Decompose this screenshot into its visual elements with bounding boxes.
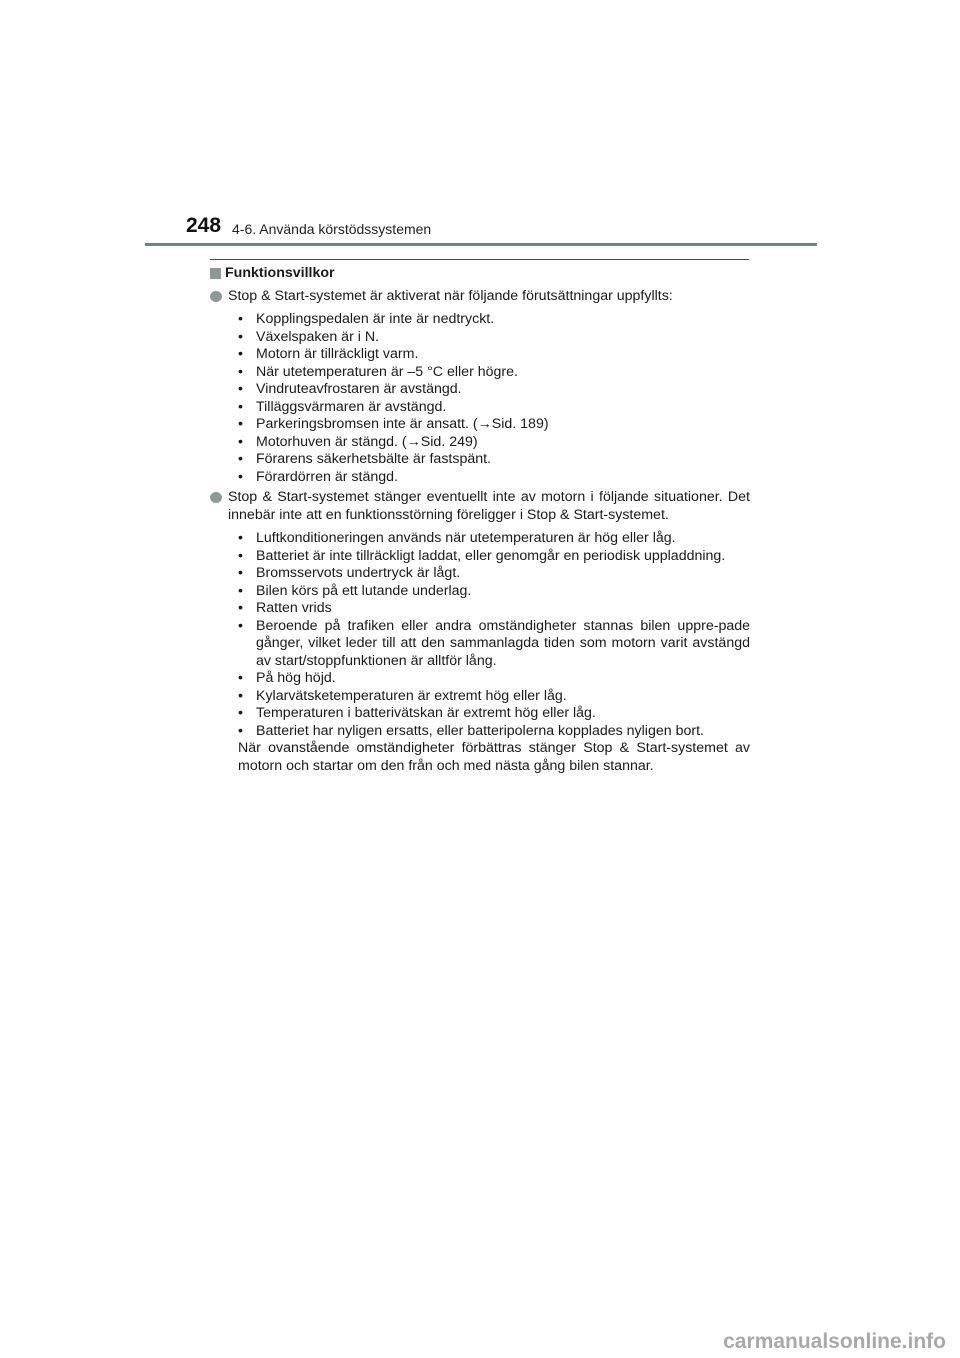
conditions-list <box>210 311 750 486</box>
list-item: • Motorn är tillräckligt varm. <box>238 346 750 364</box>
bullet-text: Stop & Start-systemet är aktiverat när följande förutsättningar uppfyllts: <box>228 287 673 304</box>
list-item: • Växelspaken är i N. <box>238 329 750 347</box>
list-item: • Bilen körs på ett lutande underlag. <box>238 583 750 601</box>
square-bullet-icon <box>210 268 221 279</box>
section-rule <box>210 259 749 260</box>
list-item: • Batteriet har nyligen ersatts, eller batteripolerna kopplades nyligen bort. <box>238 723 750 741</box>
section-heading <box>210 265 750 283</box>
list-item: • Beroende på trafiken eller andra omständigheter stannas bilen uppre-pade gånger, vilket leder till att den sammanlagda tiden som motorn varit avstängd av start/stoppfunktionen är alltför lång. <box>238 618 750 671</box>
closing-note: När ovanstående omständigheter förbättras stänger Stop & Start-systemet av motorn och startar om den från och med nästa gång bilen stannar. <box>238 740 750 774</box>
list-item: • Parkeringsbromsen inte är ansatt. (→Sid. 189) <box>238 416 750 434</box>
list-item: • Tilläggsvärmaren är avstängd. <box>238 399 750 417</box>
list-item: • Bromsservots undertryck är lågt. <box>238 565 750 583</box>
exceptions-list <box>210 530 750 740</box>
header-rule <box>145 243 817 246</box>
bullet-exceptions <box>210 489 750 524</box>
bullet-conditions <box>210 288 750 306</box>
list-item: • Batteriet är inte tillräckligt laddat, eller genomgår en periodisk uppladdning. <box>238 548 750 566</box>
circle-bullet-icon <box>210 492 222 503</box>
list-item: • Luftkonditioneringen används när utetemperaturen är hög eller låg. <box>238 530 750 548</box>
list-item: • Temperaturen i batterivätskan är extremt hög eller låg. <box>238 705 750 723</box>
list-item: • Förardörren är stängd. <box>238 469 750 487</box>
list-item: • Förarens säkerhetsbälte är fastspänt. <box>238 451 750 469</box>
list-item: • Kylarvätsketemperaturen är extremt hög eller låg. <box>238 688 750 706</box>
page-number: 248 <box>186 214 222 237</box>
circle-bullet-icon <box>210 291 222 302</box>
section-heading-text: Funktionsvillkor <box>225 265 335 281</box>
watermark: carmanualsonline.info <box>723 1330 946 1353</box>
list-item: • Vindruteavfrostaren är avstängd. <box>238 381 750 399</box>
list-item: • När utetemperaturen är –5 °C eller högre. <box>238 364 750 382</box>
list-item: • Motorhuven är stängd. (→Sid. 249) <box>238 434 750 452</box>
list-item: • På hög höjd. <box>238 670 750 688</box>
chapter-title: 4-6. Använda körstödssystemen <box>232 221 432 237</box>
bullet-text: Stop & Start-systemet stänger eventuellt inte av motorn i följande situationer. Det innebär inte att en funktionsstörning föreligger i Stop & Start-systemet. <box>228 489 750 523</box>
main-content <box>210 265 750 775</box>
list-item: • Kopplingspedalen är inte är nedtryckt. <box>238 311 750 329</box>
list-item: • Ratten vrids <box>238 600 750 618</box>
